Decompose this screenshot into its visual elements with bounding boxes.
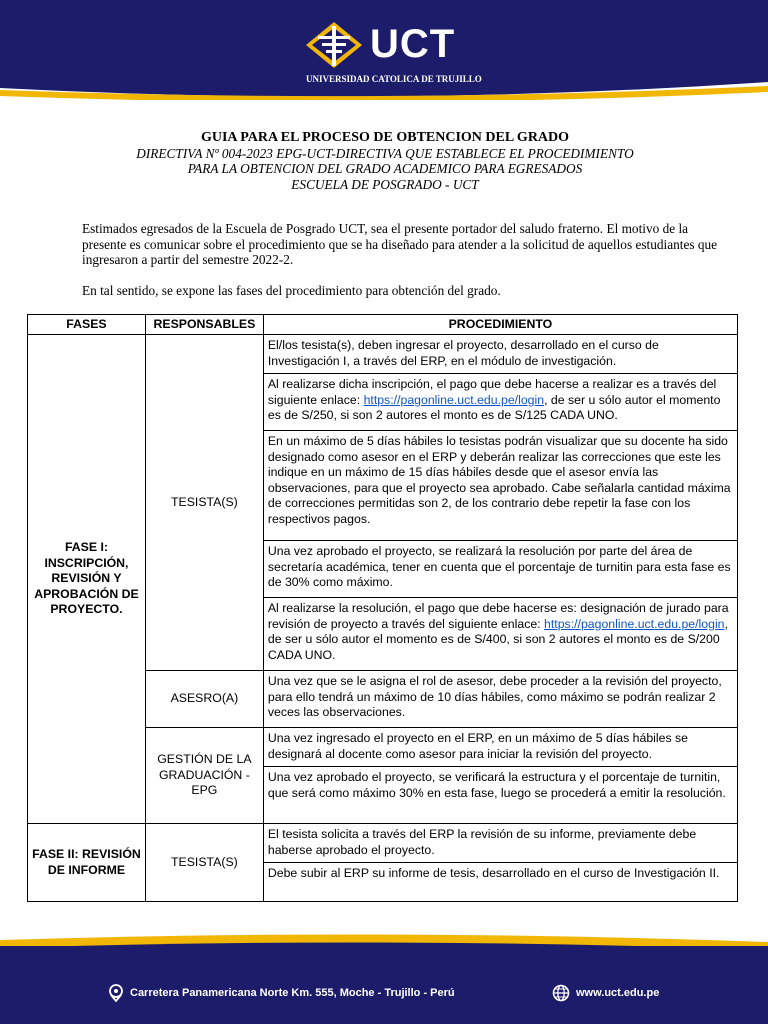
globe-icon xyxy=(552,984,570,1002)
procedure-step: El tesista solicita a través del ERP la revisión de su informe, previamente debe haberse aprobado el proyecto. xyxy=(263,824,737,863)
procedure-text: Al realizarse la resolución, el pago que debe hacerse es: designación de jurado para revisión de proyecto a través del siguiente enlace: xyxy=(267,601,729,631)
responsable-gestion: GESTIÓN DE LA GRADUACIÓN - EPG xyxy=(145,728,263,824)
logo-subtitle: UNIVERSIDAD CATOLICA DE TRUJILLO xyxy=(306,74,482,84)
procedure-step: Una vez aprobado el proyecto, se realizará la resolución por parte del área de secretaría académica, tener en cuenta que el porcentaje de turnitin para esta fase es de 30% como máximo. xyxy=(263,541,737,598)
procedure-step xyxy=(263,598,737,671)
procedure-table xyxy=(27,314,738,902)
header-fases: FASES xyxy=(28,315,146,335)
title-main: GUIA PARA EL PROCESO DE OBTENCION DEL GRADO xyxy=(200,130,570,145)
header-responsables: RESPONSABLES xyxy=(145,315,263,335)
cross-seal-icon xyxy=(304,20,364,70)
document-title xyxy=(120,130,650,192)
fase-1-cell: FASE I: INSCRIPCIÓN, REVISIÓN Y APROBACIÓN DE PROYECTO. xyxy=(28,335,146,824)
responsable-tesista-2: TESISTA(S) xyxy=(145,824,263,902)
procedure-step xyxy=(263,374,737,431)
procedure-step: Una vez aprobado el proyecto, se verificará la estructura y el porcentaje de turnitin, que será como máximo 30% en esta fase, luego se procederá a emitir la resolución. xyxy=(263,767,737,824)
procedure-step: Una vez que se le asigna el rol de asesor, debe proceder a la revisión del proyecto, para ello tendrá un máximo de 10 días hábiles, como máximo se podrán realizar 2 veces las observaciones. xyxy=(263,671,737,728)
address-text: Carretera Panamericana Norte Km. 555, Moche - Trujillo - Perú xyxy=(130,987,455,999)
fase-2-cell: FASE II: REVISIÓN DE INFORME xyxy=(28,824,146,902)
logo-wordmark: UCT xyxy=(370,22,456,66)
table-row xyxy=(28,824,738,863)
procedure-step: En un máximo de 5 días hábiles lo tesistas podrán visualizar que su docente ha sido designado como asesor en el ERP y deberán realizar las correcciones que este les indique en un máximo de 15 días hábiles desde que el asesor envía las observaciones, para que el proyecto sea aprobado. Cabe señalarla cantidad máxima de correcciones permitidas son 2, de los contrario debe repetir la fase con los respectivos pagos. xyxy=(263,431,737,541)
website-text[interactable]: www.uct.edu.pe xyxy=(576,987,660,999)
payment-link[interactable]: https://pagonline.uct.edu.pe/login xyxy=(363,392,545,407)
header-procedimiento: PROCEDIMIENTO xyxy=(263,315,737,335)
title-school: ESCUELA DE POSGRADO - UCT xyxy=(291,176,479,192)
footer-address xyxy=(108,984,455,1002)
procedure-step: El/los tesista(s), deben ingresar el proyecto, desarrollado en el curso de Investigación I, a través del ERP, en el módulo de investigación. xyxy=(263,335,737,374)
page-header xyxy=(0,0,768,100)
intro-paragraph-1: Estimados egresados de la Escuela de Posgrado UCT, sea el presente portador del saludo fraterno. El motivo de la presente es comunicar sobre el procedimiento que se ha diseñado para atender a la solicitud de aquellos estudiantes que ingresaron a partir del semestre 2022-2. xyxy=(82,221,718,267)
procedure-step: Debe subir al ERP su informe de tesis, desarrollado en el curso de Investigación II. xyxy=(263,863,737,902)
procedure-text: , de ser u sólo autor el momento es de S/250, si son 2 autores el monto es de S/125 CADA UNO. xyxy=(267,392,721,423)
procedure-step: Una vez ingresado el proyecto en el ERP, en un máximo de 5 días hábiles se designará al docente como asesor para iniciar la revisión del proyecto. xyxy=(263,728,737,767)
title-directive: DIRECTIVA Nº 004-2023 EPG-UCT-DIRECTIVA QUE ESTABLECE EL PROCEDIMIENTO PARA LA OBTENCION DEL GRADO ACADEMICO PARA EGRESADOS xyxy=(136,145,634,176)
uct-logo xyxy=(300,18,490,90)
table-header-row xyxy=(28,315,738,335)
table-row xyxy=(28,335,738,374)
location-pin-icon xyxy=(108,984,124,1002)
footer-website[interactable] xyxy=(552,984,659,1002)
responsable-tesista: TESISTA(S) xyxy=(145,335,263,671)
page-footer xyxy=(0,932,768,1024)
procedure-text: Al realizarse dicha inscripción, el pago que debe hacerse a realizar es a través del siguiente enlace: xyxy=(267,377,717,407)
procedure-text: , de ser u sólo autor el momento es de S/400, si son 2 autores el monto es de S/200 CADA UNO. xyxy=(267,616,728,662)
payment-link[interactable]: https://pagonline.uct.edu.pe/login xyxy=(544,616,725,631)
intro-paragraph-2: En tal sentido, se expone las fases del procedimiento para obtención del grado. xyxy=(82,282,501,298)
intro-text xyxy=(82,221,722,298)
responsable-asesor: ASESRO(A) xyxy=(145,671,263,728)
